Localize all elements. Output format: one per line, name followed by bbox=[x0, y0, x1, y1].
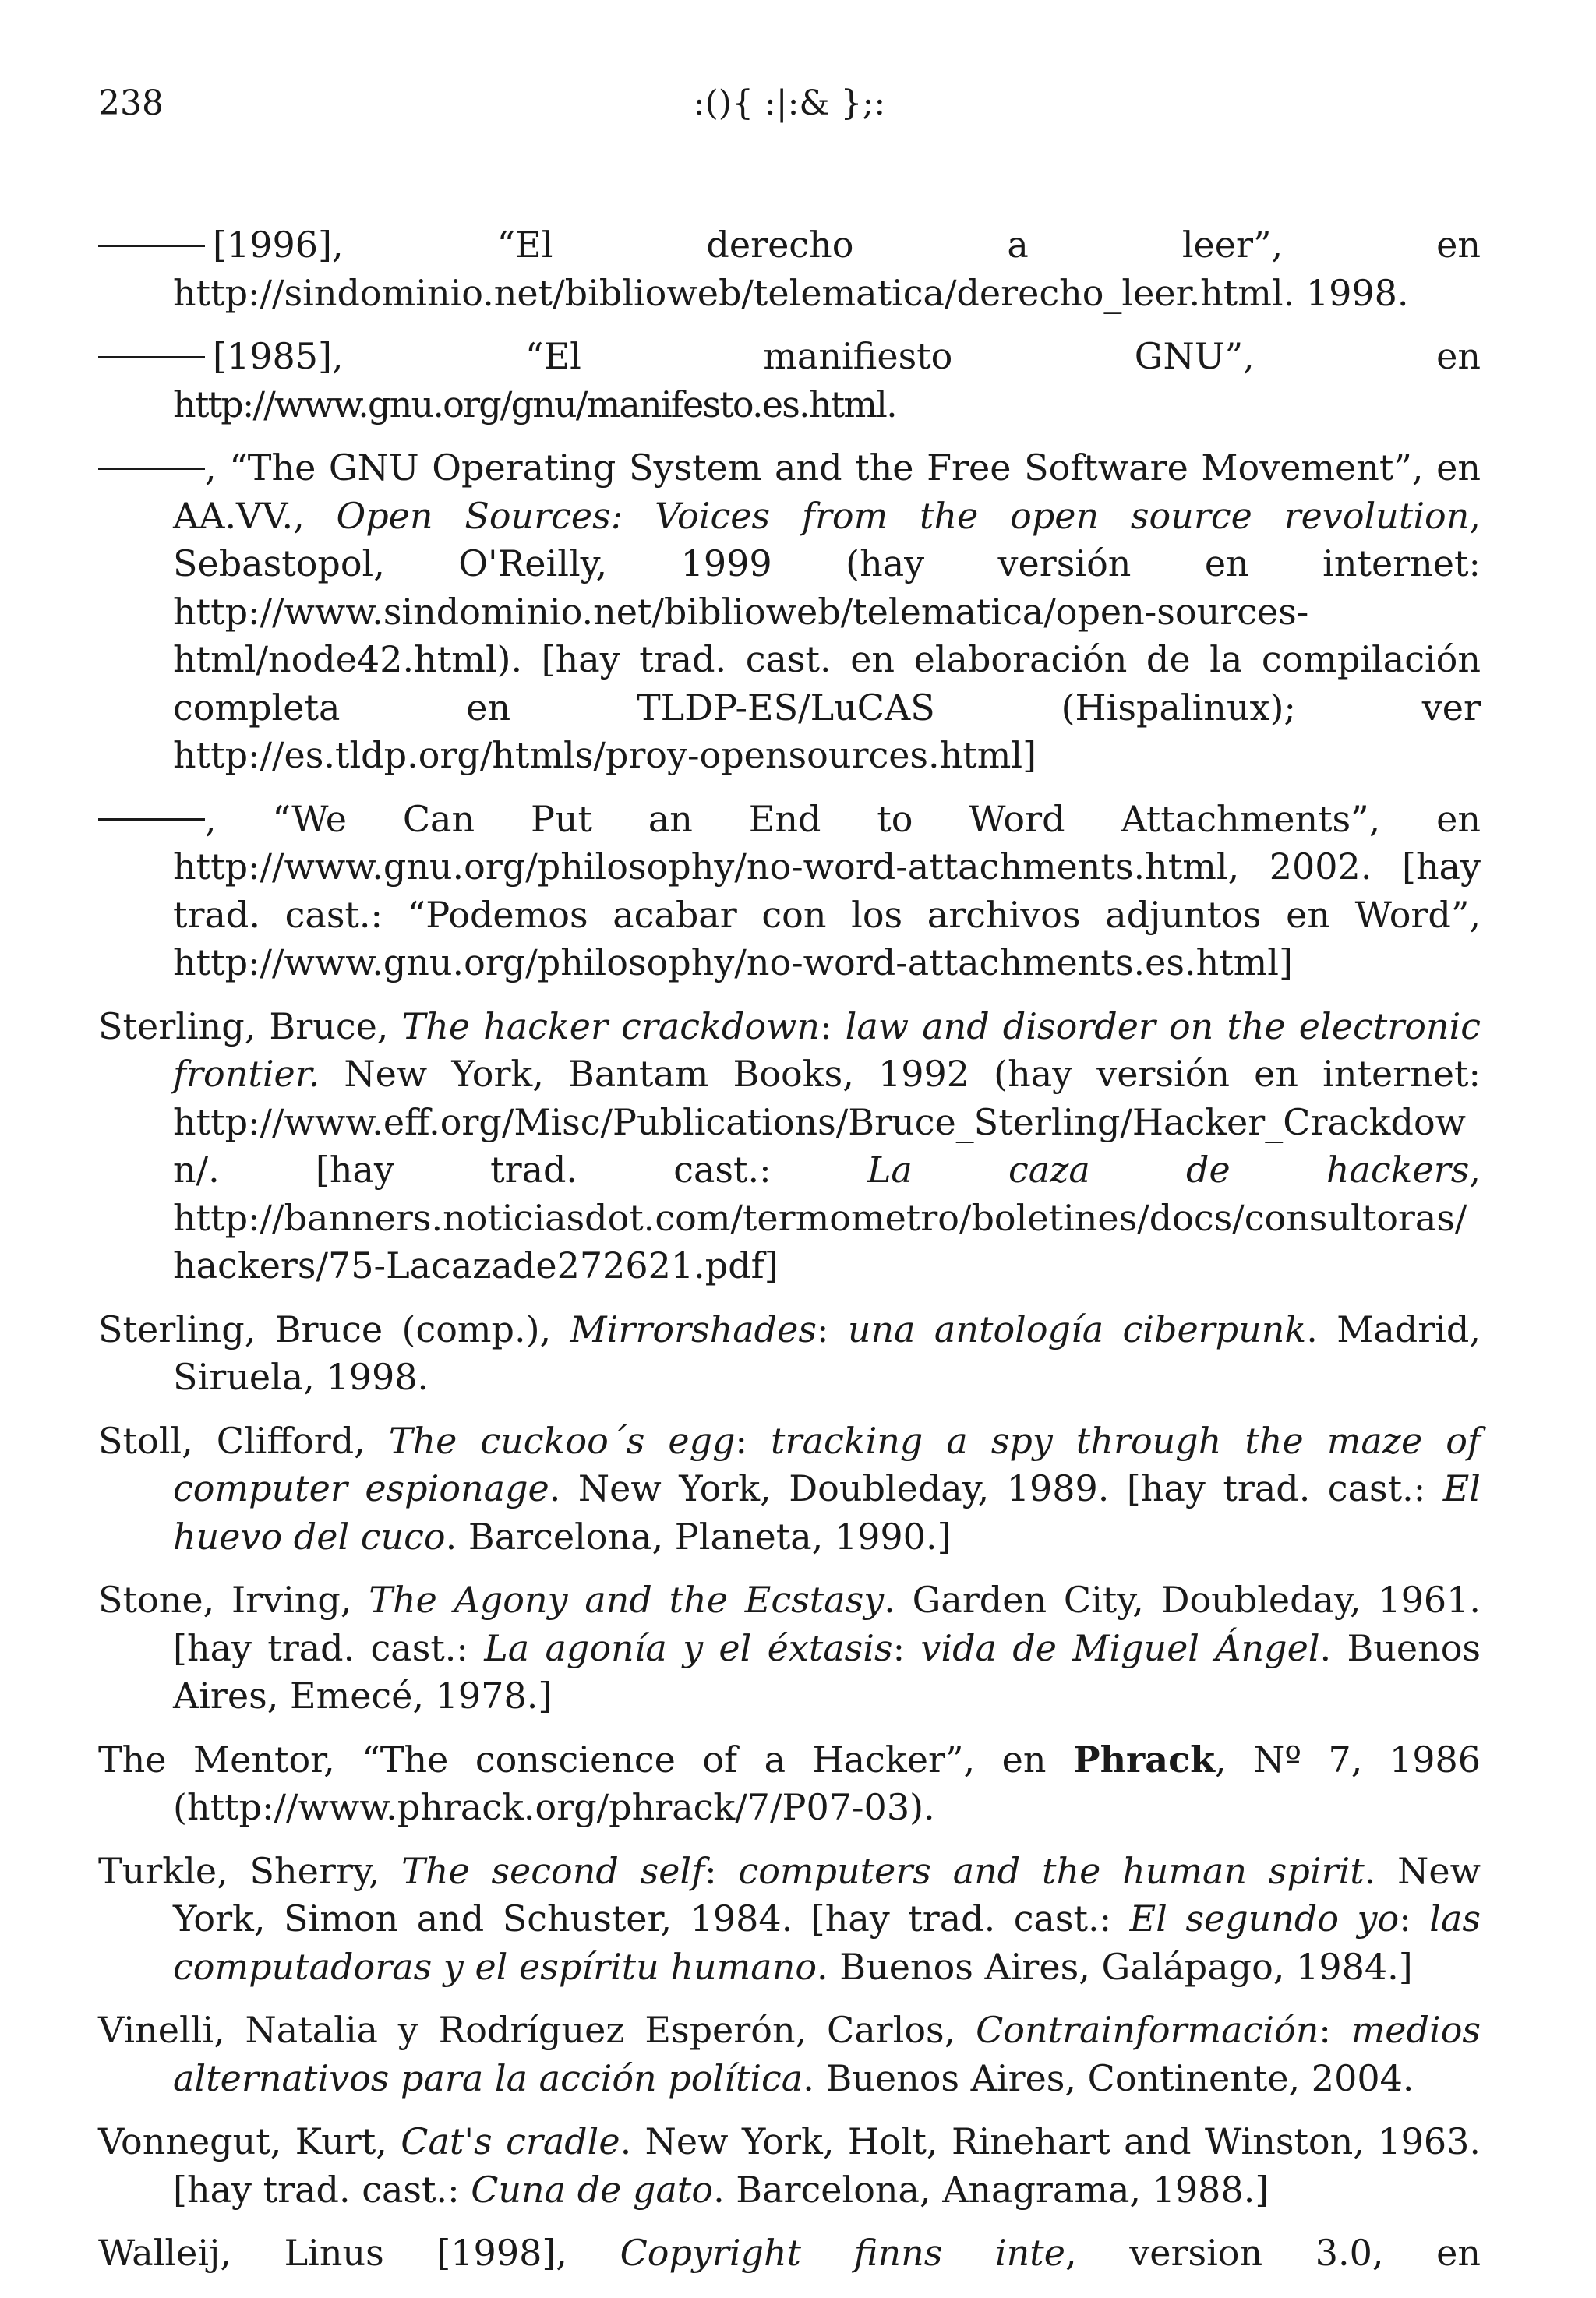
running-title: :(){ :|:& };: bbox=[693, 83, 886, 123]
bibliography-entry: Stone, Irving, The Agony and the Ecstasy. Garden City, Doubleday, 1961. [hay trad. cast.: La agonía y el éxtasis: vida de Miguel Ángel. Buenos Aires, Emecé, 1978.] bbox=[98, 1579, 1481, 1717]
bibliography-entry: , “The GNU Operating System and the Free Software Movement”, en AA.VV., Open Sources: Voices from the open source revolution, Sebastopol, O'Reilly, 1999 (hay versión en internet: http://www.sindominio.net/biblioweb/telematica/open-sources-html/node42.html). [hay trad. cast. en elaboración de la compilación completa en TLDP-ES/LuCAS (Hispalinux); ver http://es.tldp.org/htmls/proy-opensources.html] bbox=[98, 444, 1481, 780]
page-number: 238 bbox=[98, 83, 164, 123]
bibliography-list bbox=[98, 221, 1481, 2293]
bibliography-entry: Sterling, Bruce, The hacker crackdown: law and disorder on the electronic frontier. New York, Bantam Books, 1992 (hay versión en internet: http://www.eff.org/Misc/Publications/Bruce_Sterling/Hacker_Crackdown/. [hay trad. cast.: La caza de hackers, http://banners.noticiasdot.com/termometro/boletines/docs/consultoras/hackers/75-Lacazade272621.pdf] bbox=[98, 1004, 1481, 1287]
repeat-author-dash bbox=[98, 818, 205, 821]
bibliography-entry: The Mentor, “The conscience of a Hacker”, en Phrack, Nº 7, 1986 (http://www.phrack.org/phrack/7/P07-03). bbox=[98, 1738, 1481, 1828]
bibliography-entry: , “We Can Put an End to Word Attachments”, en http://www.gnu.org/philosophy/no-word-attachments.html, 2002. [hay trad. cast.: “Podemos acabar con los archivos adjuntos en Word”, http://www.gnu.org/philosophy/no-word-attachments.es.html] bbox=[98, 796, 1481, 987]
repeat-author-dash bbox=[98, 245, 205, 247]
bibliography-entry: Stoll, Clifford, The cuckoo´s egg: tracking a spy through the maze of computer espionage. New York, Doubleday, 1989. [hay trad. cast.: El huevo del cuco. Barcelona, Planeta, 1990.] bbox=[98, 1419, 1481, 1558]
bibliography-entry: [1985], “El manifiesto GNU”, en http://www.gnu.org/gnu/manifesto.es.html. bbox=[98, 333, 1481, 429]
bibliography-entry: Walleij, Linus [1998], Copyright finns inte, version 3.0, en bbox=[98, 2232, 1481, 2274]
bibliography-entry: Turkle, Sherry, The second self: computers and the human spirit. New York, Simon and Schuster, 1984. [hay trad. cast.: El segundo yo: las computadoras y el espíritu humano. Buenos Aires, Galápago, 1984.] bbox=[98, 1849, 1481, 1988]
bibliography-entry: [1996], “El derecho a leer”, en http://sindominio.net/biblioweb/telematica/derecho_leer.html. 1998. bbox=[98, 221, 1481, 317]
page-header bbox=[98, 76, 1481, 131]
bibliography-entry: Sterling, Bruce (comp.), Mirrorshades: una antología ciberpunk. Madrid, Siruela, 1998. bbox=[98, 1308, 1481, 1398]
repeat-author-dash bbox=[98, 468, 205, 470]
bibliography-entry: Vonnegut, Kurt, Cat's cradle. New York, Holt, Rinehart and Winston, 1963. [hay trad. cast.: Cuna de gato. Barcelona, Anagrama, 1988.] bbox=[98, 2120, 1481, 2211]
bibliography-entry: Vinelli, Natalia y Rodríguez Esperón, Carlos, Contrainformación: medios alternativos para la acción política. Buenos Aires, Continente, 2004. bbox=[98, 2009, 1481, 2099]
repeat-author-dash bbox=[98, 356, 205, 358]
